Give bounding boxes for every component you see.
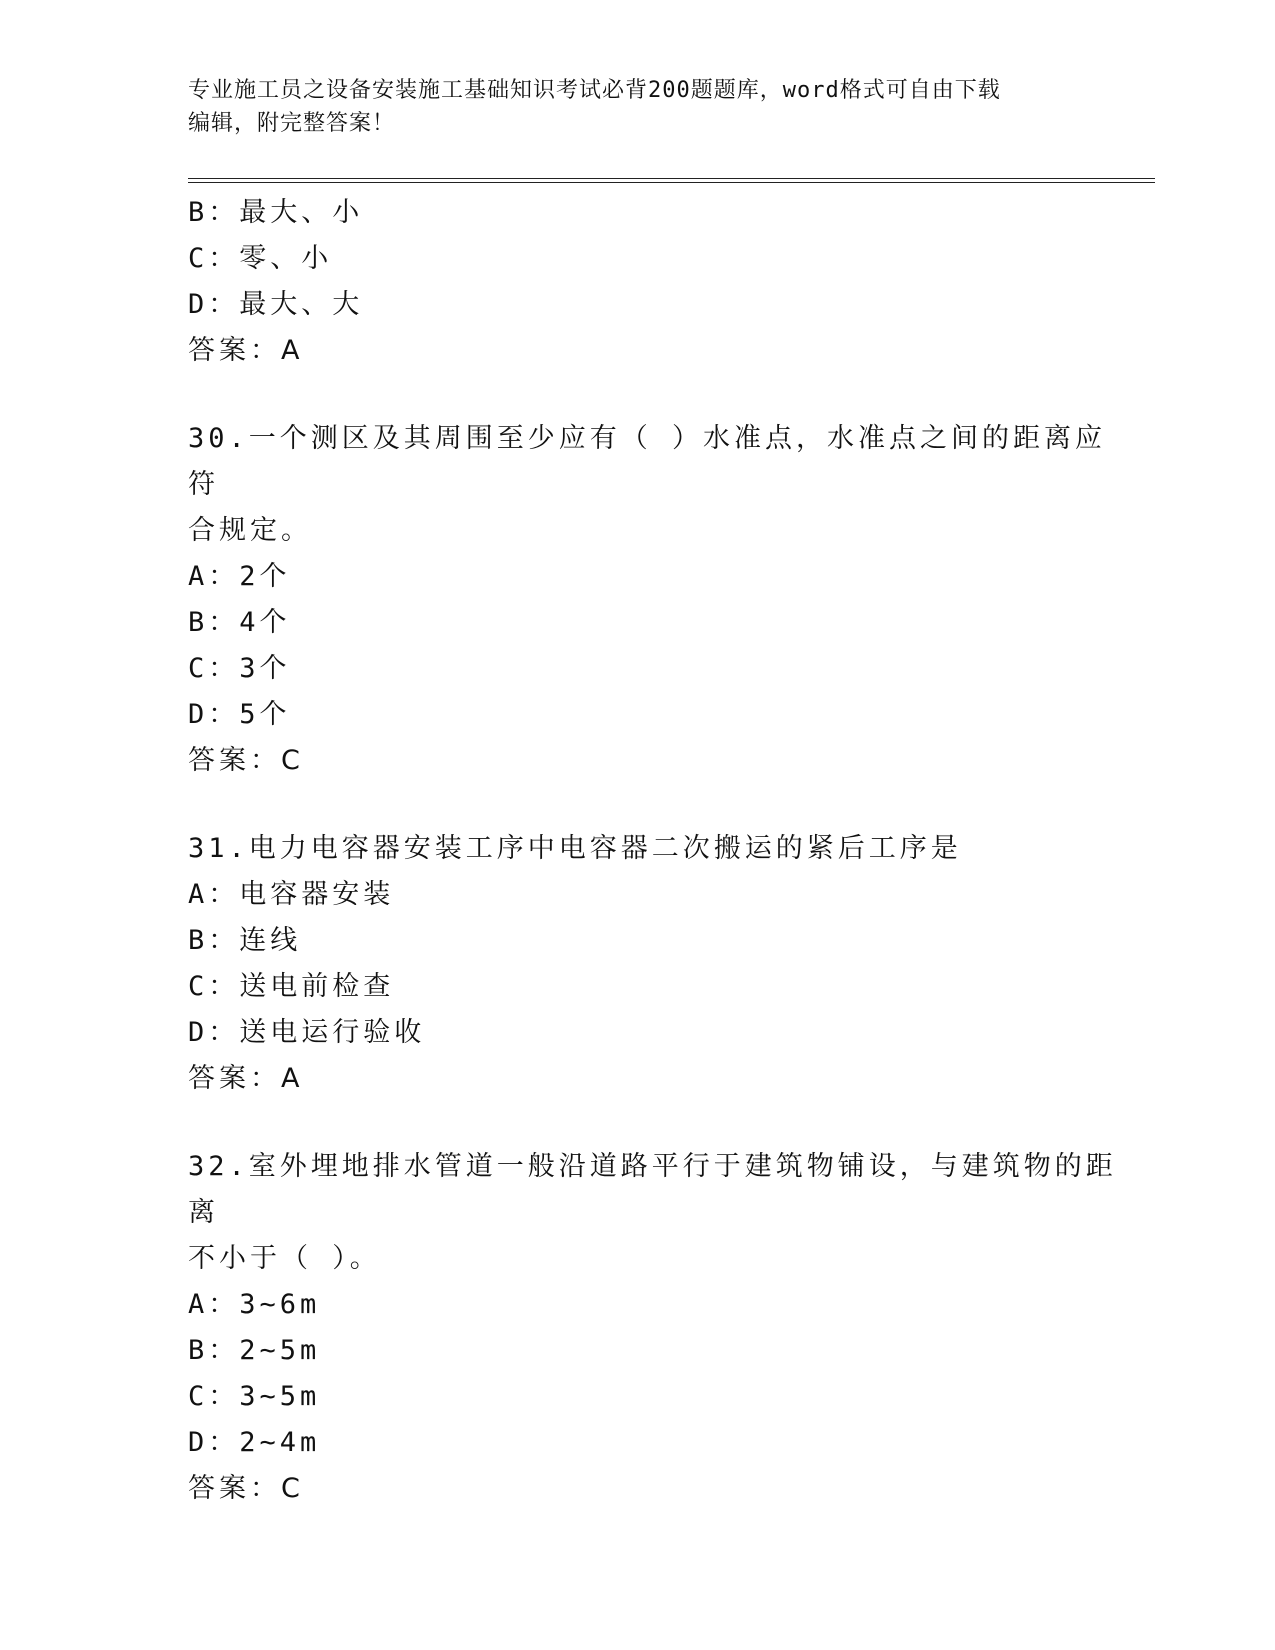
option-c: C：零、小 [188,243,333,274]
option-d: D：送电运行验收 [188,1017,426,1048]
option-a: A：3~6m [188,1289,321,1320]
option-b: B：最大、小 [188,197,364,228]
header-line-2: 编辑，附完整答案！ [188,111,396,136]
option-c: C：3~5m [188,1381,321,1412]
question-block [188,416,1118,784]
answer-line: 答案：A [188,335,304,366]
answer-line: 答案：C [188,745,304,776]
option-c: C：3个 [188,653,291,684]
page-header [188,74,1088,140]
question-block [188,1144,1118,1512]
question-block [188,826,1118,1102]
option-b: B：连线 [188,925,302,956]
option-d: D：最大、大 [188,289,364,320]
option-d: D：2~4m [188,1427,321,1458]
answer-line: 答案：A [188,1063,304,1094]
page-content [188,190,1118,1512]
header-line-1: 专业施工员之设备安装施工基础知识考试必背200题题库，word格式可自由下载 [188,78,1001,103]
option-d: D：5个 [188,699,291,730]
option-b: B：2~5m [188,1335,321,1366]
question-text: 31.电力电容器安装工序中电容器二次搬运的紧后工序是 [188,833,962,864]
question-text: 30.一个测区及其周围至少应有（ ）水准点，水准点之间的距离应符 合规定。 [188,423,1107,546]
option-c: C：送电前检查 [188,971,395,1002]
option-a: A：电容器安装 [188,879,395,910]
question-text: 32.室外埋地排水管道一般沿道路平行于建筑物铺设，与建筑物的距离 不小于（ ）。 [188,1151,1117,1274]
option-a: A：2个 [188,561,291,592]
previous-question-block [188,190,1118,374]
header-divider [188,178,1155,183]
answer-line: 答案：C [188,1473,304,1504]
option-b: B：4个 [188,607,291,638]
